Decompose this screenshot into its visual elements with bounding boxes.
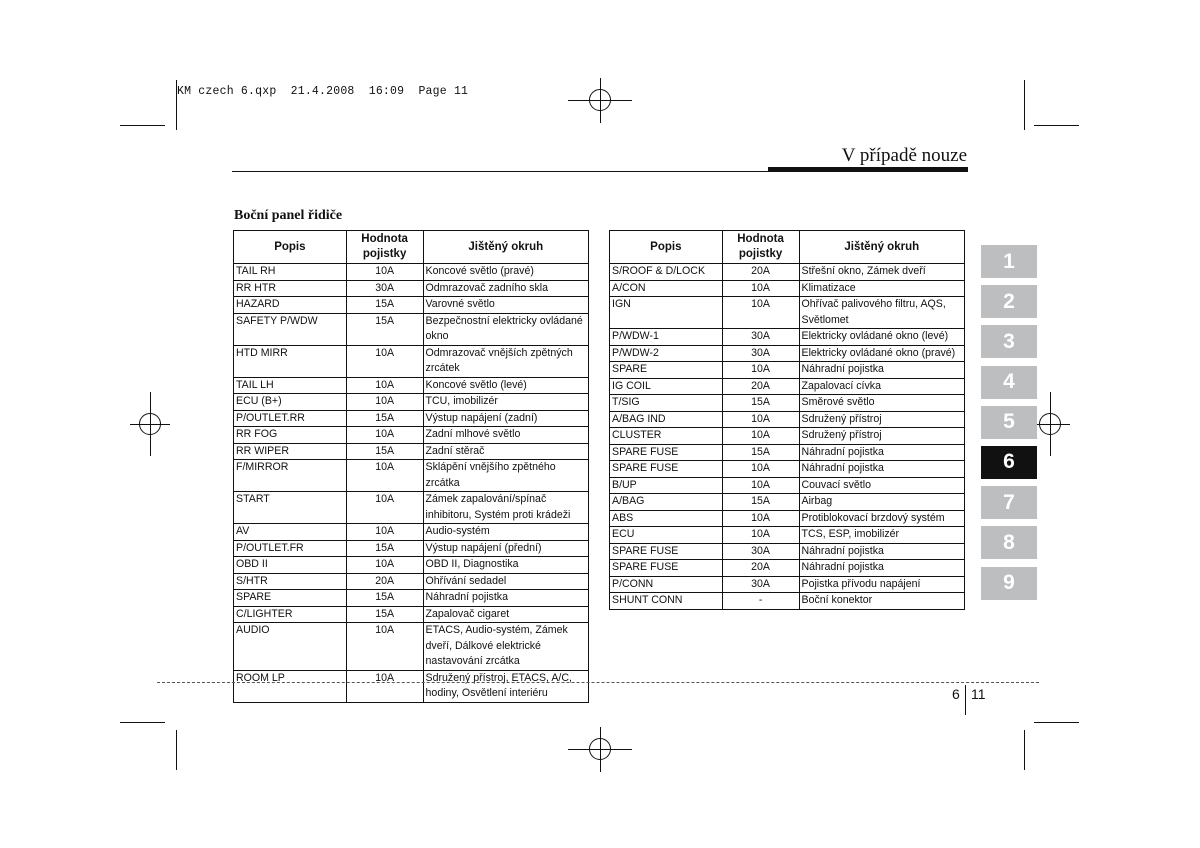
fuse-rating-cell: 10A xyxy=(722,461,799,478)
fuse-rating-cell: 10A xyxy=(346,460,423,492)
fuse-circuit-cell: Ohřívač palivového filtru, AQS, Světlomet xyxy=(799,297,965,329)
table-row xyxy=(234,280,589,297)
fuse-circuit-cell: Airbag xyxy=(799,494,965,511)
fuse-rating-cell: 10A xyxy=(346,264,423,281)
fuse-rating-cell: 20A xyxy=(346,573,423,590)
table-row xyxy=(234,492,589,524)
fuse-rating-cell: 10A xyxy=(722,428,799,445)
table-row xyxy=(610,560,965,577)
fuse-rating-cell: 10A xyxy=(346,524,423,541)
fuse-circuit-cell: Zapalovací cívka xyxy=(799,378,965,395)
fuse-name-cell: RR HTR xyxy=(234,280,347,297)
fuse-rating-cell: 10A xyxy=(346,427,423,444)
fuse-circuit-cell: Couvací světlo xyxy=(799,477,965,494)
column-header-circuit: Jištěný okruh xyxy=(799,231,965,264)
fuse-rating-cell: 15A xyxy=(346,313,423,345)
fuse-name-cell: P/WDW-1 xyxy=(610,329,723,346)
fuse-name-cell: HAZARD xyxy=(234,297,347,314)
table-row xyxy=(610,444,965,461)
table-row xyxy=(234,540,589,557)
fuse-name-cell: OBD II xyxy=(234,557,347,574)
fuse-rating-cell: 15A xyxy=(346,410,423,427)
fuse-name-cell: CLUSTER xyxy=(610,428,723,445)
fuse-name-cell: SPARE FUSE xyxy=(610,560,723,577)
column-header-description: Popis xyxy=(610,231,723,264)
fuse-rating-cell: 30A xyxy=(722,543,799,560)
print-slug: KM czech 6.qxp 21.4.2008 16:09 Page 11 xyxy=(177,85,469,98)
fuse-name-cell: SHUNT CONN xyxy=(610,593,723,610)
fuse-rating-cell: 10A xyxy=(722,477,799,494)
fuse-circuit-cell: Sklápění vnějšího zpětného zrcátka xyxy=(423,460,588,492)
chapter-tab-4[interactable]: 4 xyxy=(981,366,1037,399)
fuse-name-cell: S/HTR xyxy=(234,573,347,590)
registration-line xyxy=(150,392,151,456)
fuse-rating-cell: 10A xyxy=(722,280,799,297)
fuse-name-cell: SAFETY P/WDW xyxy=(234,313,347,345)
chapter-tab-6[interactable]: 6 xyxy=(981,446,1037,479)
fuse-circuit-cell: TCS, ESP, imobilizér xyxy=(799,527,965,544)
crop-mark xyxy=(1034,722,1079,723)
page-chapter: 6 xyxy=(952,686,960,702)
fuse-rating-cell: 10A xyxy=(722,411,799,428)
fuse-name-cell: A/BAG IND xyxy=(610,411,723,428)
table-row xyxy=(610,345,965,362)
table-row xyxy=(234,557,589,574)
fuse-rating-cell: 15A xyxy=(346,443,423,460)
section-title: Boční panel řidiče xyxy=(234,208,343,223)
fuse-table-right xyxy=(609,230,965,610)
table-row xyxy=(610,378,965,395)
table-row xyxy=(610,593,965,610)
table-row xyxy=(610,510,965,527)
chapter-tab-8[interactable]: 8 xyxy=(981,526,1037,559)
fuse-circuit-cell: Sdružený přístroj xyxy=(799,428,965,445)
fuse-name-cell: RR FOG xyxy=(234,427,347,444)
fuse-circuit-cell: Výstup napájení (přední) xyxy=(423,540,588,557)
fuse-circuit-cell: Náhradní pojistka xyxy=(423,590,588,607)
fuse-rating-cell: 15A xyxy=(346,606,423,623)
table-row xyxy=(234,264,589,281)
registration-line xyxy=(1050,392,1051,456)
crop-mark xyxy=(1024,730,1025,770)
fuse-rating-cell: 10A xyxy=(346,345,423,377)
table-row xyxy=(234,606,589,623)
fuse-table-left xyxy=(233,230,589,703)
fuse-name-cell: SPARE xyxy=(610,362,723,379)
fuse-circuit-cell: OBD II, Diagnostika xyxy=(423,557,588,574)
fuse-name-cell: TAIL RH xyxy=(234,264,347,281)
column-header-rating: Hodnota pojistky xyxy=(346,231,423,264)
fuse-rating-cell: 15A xyxy=(722,444,799,461)
fuse-name-cell: A/BAG xyxy=(610,494,723,511)
fuse-name-cell: IGN xyxy=(610,297,723,329)
fuse-name-cell: ROOM LP xyxy=(234,670,347,702)
header-bar xyxy=(768,167,968,172)
fuse-circuit-cell: Odmrazovač zadního skla xyxy=(423,280,588,297)
fuse-name-cell: SPARE FUSE xyxy=(610,444,723,461)
fuse-name-cell: C/LIGHTER xyxy=(234,606,347,623)
table-row xyxy=(234,524,589,541)
fuse-circuit-cell: Zadní mlhové světlo xyxy=(423,427,588,444)
fuse-circuit-cell: Sdružený přístroj xyxy=(799,411,965,428)
fuse-circuit-cell: Odmrazovač vnějších zpětných zrcátek xyxy=(423,345,588,377)
table-row xyxy=(234,394,589,411)
fuse-name-cell: SPARE xyxy=(234,590,347,607)
chapter-tab-9[interactable]: 9 xyxy=(981,567,1037,600)
fuse-name-cell: S/ROOF & D/LOCK xyxy=(610,264,723,281)
fuse-rating-cell: 30A xyxy=(722,345,799,362)
chapter-tab-5[interactable]: 5 xyxy=(981,406,1037,439)
fuse-rating-cell: 10A xyxy=(346,670,423,702)
fuse-name-cell: T/SIG xyxy=(610,395,723,412)
fuse-name-cell: P/OUTLET.RR xyxy=(234,410,347,427)
table-row xyxy=(234,410,589,427)
crop-mark xyxy=(120,722,165,723)
fuse-circuit-cell: Zámek zapalování/spínač inhibitoru, Systém proti krádeži xyxy=(423,492,588,524)
fuse-circuit-cell: Protiblokovací brzdový systém xyxy=(799,510,965,527)
fuse-circuit-cell: Střešní okno, Zámek dveří xyxy=(799,264,965,281)
fuse-rating-cell: 15A xyxy=(722,494,799,511)
header-rule xyxy=(232,171,768,172)
fuse-name-cell: IG COIL xyxy=(610,378,723,395)
fuse-circuit-cell: Zapalovač cigaret xyxy=(423,606,588,623)
fuse-circuit-cell: Elektricky ovládané okno (pravé) xyxy=(799,345,965,362)
crop-mark xyxy=(1024,80,1025,130)
fuse-circuit-cell: Sdružený přístroj, ETACS, A/C, hodiny, Osvětlení interiéru xyxy=(423,670,588,702)
table-row xyxy=(234,460,589,492)
fuse-circuit-cell: Náhradní pojistka xyxy=(799,444,965,461)
table-row xyxy=(234,345,589,377)
table-row xyxy=(610,527,965,544)
fuse-name-cell: AV xyxy=(234,524,347,541)
table-row xyxy=(234,313,589,345)
fuse-rating-cell: 20A xyxy=(722,264,799,281)
fuse-rating-cell: 30A xyxy=(722,329,799,346)
fuse-rating-cell: 10A xyxy=(722,297,799,329)
page-number: 11 xyxy=(971,686,986,702)
fuse-name-cell: ECU (B+) xyxy=(234,394,347,411)
chapter-tabs xyxy=(981,245,1037,607)
fuse-circuit-cell: TCU, imobilizér xyxy=(423,394,588,411)
fuse-circuit-cell: Pojistka přívodu napájení xyxy=(799,576,965,593)
fuse-circuit-cell: Výstup napájení (zadní) xyxy=(423,410,588,427)
chapter-tab-7[interactable]: 7 xyxy=(981,486,1037,519)
fuse-name-cell: P/WDW-2 xyxy=(610,345,723,362)
chapter-tab-2[interactable]: 2 xyxy=(981,285,1037,318)
table-row xyxy=(610,280,965,297)
fuse-name-cell: P/CONN xyxy=(610,576,723,593)
table-row xyxy=(234,573,589,590)
fuse-rating-cell: 15A xyxy=(346,540,423,557)
table-row xyxy=(610,411,965,428)
fuse-rating-cell: 10A xyxy=(346,492,423,524)
fuse-name-cell: A/CON xyxy=(610,280,723,297)
fuse-name-cell: F/MIRROR xyxy=(234,460,347,492)
fuse-circuit-cell: ETACS, Audio-systém, Zámek dveří, Dálkové elektrické nastavování zrcátka xyxy=(423,623,588,671)
chapter-title: V případě nouze xyxy=(841,145,967,166)
table-row xyxy=(610,297,965,329)
fuse-name-cell: START xyxy=(234,492,347,524)
fuse-circuit-cell: Bezpečnostní elektricky ovládané okno xyxy=(423,313,588,345)
table-row xyxy=(234,297,589,314)
fuse-circuit-cell: Směrové světlo xyxy=(799,395,965,412)
crop-mark xyxy=(1034,125,1079,126)
table-row xyxy=(234,590,589,607)
fuse-rating-cell: 15A xyxy=(346,297,423,314)
fuse-rating-cell: 30A xyxy=(346,280,423,297)
fuse-rating-cell: 10A xyxy=(346,623,423,671)
table-row xyxy=(610,264,965,281)
crop-mark xyxy=(120,125,165,126)
fuse-name-cell: HTD MIRR xyxy=(234,345,347,377)
table-row xyxy=(234,443,589,460)
fuse-rating-cell: 10A xyxy=(722,510,799,527)
table-row xyxy=(610,329,965,346)
chapter-tab-1[interactable]: 1 xyxy=(981,245,1037,278)
fuse-circuit-cell: Koncové světlo (pravé) xyxy=(423,264,588,281)
table-row xyxy=(610,362,965,379)
fuse-name-cell: SPARE FUSE xyxy=(610,461,723,478)
fuse-name-cell: ECU xyxy=(610,527,723,544)
fuse-rating-cell: 15A xyxy=(722,395,799,412)
table-row xyxy=(234,670,589,702)
fuse-name-cell: B/UP xyxy=(610,477,723,494)
table-row xyxy=(234,623,589,671)
fuse-name-cell: SPARE FUSE xyxy=(610,543,723,560)
registration-line xyxy=(600,78,601,123)
fuse-rating-cell: 20A xyxy=(722,378,799,395)
fuse-rating-cell: - xyxy=(722,593,799,610)
column-header-rating: Hodnota pojistky xyxy=(722,231,799,264)
table-row xyxy=(234,377,589,394)
table-row xyxy=(610,461,965,478)
fuse-name-cell: RR WIPER xyxy=(234,443,347,460)
table-row xyxy=(610,576,965,593)
fuse-name-cell: TAIL LH xyxy=(234,377,347,394)
table-row xyxy=(610,395,965,412)
table-row xyxy=(610,543,965,560)
crop-mark xyxy=(176,730,177,770)
table-row xyxy=(610,428,965,445)
fuse-name-cell: ABS xyxy=(610,510,723,527)
fuse-circuit-cell: Audio-systém xyxy=(423,524,588,541)
page-number-divider xyxy=(965,685,966,715)
column-header-circuit: Jištěný okruh xyxy=(423,231,588,264)
fuse-circuit-cell: Náhradní pojistka xyxy=(799,362,965,379)
fuse-circuit-cell: Boční konektor xyxy=(799,593,965,610)
table-row xyxy=(234,427,589,444)
fuse-circuit-cell: Náhradní pojistka xyxy=(799,543,965,560)
fuse-rating-cell: 15A xyxy=(346,590,423,607)
table-row xyxy=(610,477,965,494)
footer-dotted-rule xyxy=(157,682,1039,683)
fuse-rating-cell: 10A xyxy=(346,394,423,411)
column-header-description: Popis xyxy=(234,231,347,264)
fuse-rating-cell: 10A xyxy=(346,377,423,394)
chapter-tab-3[interactable]: 3 xyxy=(981,325,1037,358)
fuse-circuit-cell: Ohřívání sedadel xyxy=(423,573,588,590)
fuse-rating-cell: 30A xyxy=(722,576,799,593)
fuse-circuit-cell: Varovné světlo xyxy=(423,297,588,314)
registration-line xyxy=(600,727,601,772)
fuse-circuit-cell: Koncové světlo (levé) xyxy=(423,377,588,394)
fuse-rating-cell: 10A xyxy=(722,362,799,379)
fuse-name-cell: P/OUTLET.FR xyxy=(234,540,347,557)
table-row xyxy=(610,494,965,511)
fuse-rating-cell: 20A xyxy=(722,560,799,577)
fuse-circuit-cell: Elektricky ovládané okno (levé) xyxy=(799,329,965,346)
fuse-circuit-cell: Náhradní pojistka xyxy=(799,560,965,577)
fuse-name-cell: AUDIO xyxy=(234,623,347,671)
fuse-circuit-cell: Zadní stěrač xyxy=(423,443,588,460)
fuse-circuit-cell: Náhradní pojistka xyxy=(799,461,965,478)
fuse-rating-cell: 10A xyxy=(722,527,799,544)
fuse-circuit-cell: Klimatizace xyxy=(799,280,965,297)
fuse-rating-cell: 10A xyxy=(346,557,423,574)
